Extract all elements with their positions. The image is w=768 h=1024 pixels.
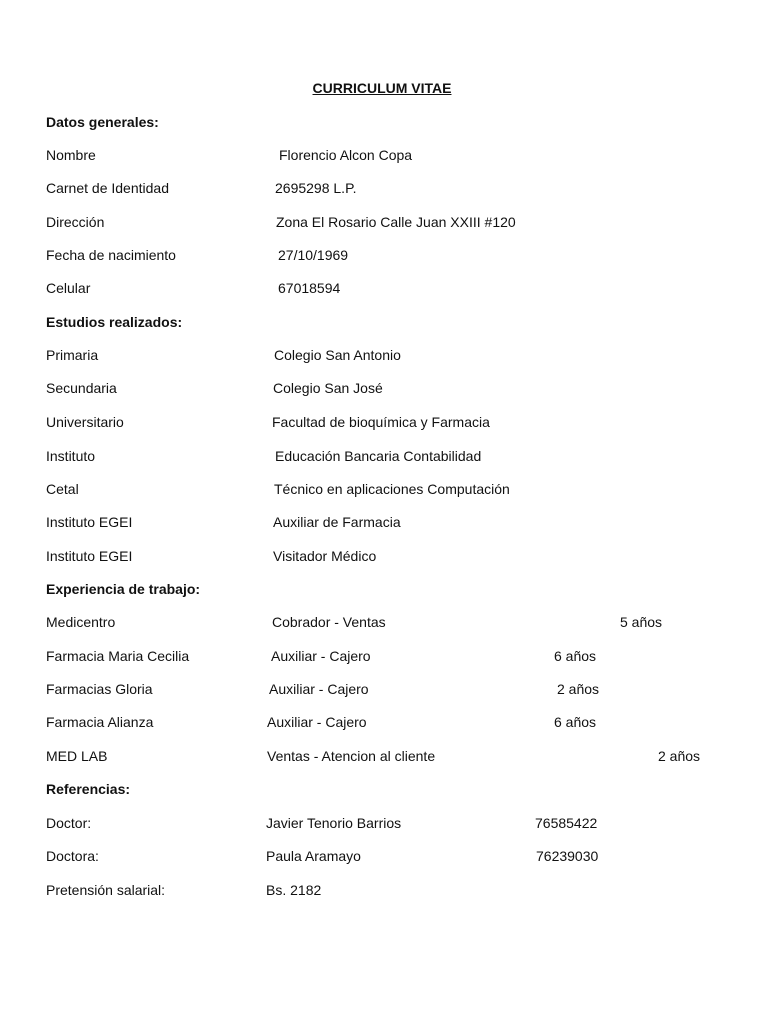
- section-heading-references: Referencias:: [46, 781, 131, 797]
- experience-employer: Farmacia Alianza: [46, 714, 154, 730]
- studies-label: Instituto EGEI: [46, 548, 133, 564]
- reference-label: Doctora:: [46, 848, 99, 864]
- studies-label: Instituto: [46, 448, 96, 464]
- reference-phone: 76585422: [535, 815, 598, 831]
- studies-label: Universitario: [46, 414, 124, 430]
- experience-years: 6 años: [554, 714, 597, 730]
- general-value-id: 2695298 L.P.: [275, 180, 357, 196]
- general-label-name: Nombre: [46, 147, 96, 163]
- reference-name: Javier Tenorio Barrios: [266, 815, 402, 831]
- studies-label: Primaria: [46, 347, 99, 363]
- reference-phone: 76239030: [536, 848, 599, 864]
- studies-value: Colegio San Antonio: [274, 347, 401, 363]
- experience-employer: Farmacia Maria Cecilia: [46, 648, 190, 664]
- experience-employer: Farmacias Gloria: [46, 681, 153, 697]
- reference-label: Doctor:: [46, 815, 92, 831]
- salary-label: Pretensión salarial:: [46, 882, 166, 898]
- general-value-phone: 67018594: [278, 280, 341, 296]
- studies-value: Técnico en aplicaciones Computación: [274, 481, 510, 497]
- experience-years: 2 años: [557, 681, 600, 697]
- salary-value: Bs. 2182: [266, 882, 322, 898]
- general-value-birthdate: 27/10/1969: [278, 247, 349, 263]
- experience-role: Ventas - Atencion al cliente: [267, 748, 436, 764]
- studies-value: Auxiliar de Farmacia: [273, 514, 401, 530]
- studies-value: Facultad de bioquímica y Farmacia: [272, 414, 490, 430]
- studies-label: Cetal: [46, 481, 79, 497]
- experience-role: Cobrador - Ventas: [272, 614, 386, 630]
- experience-employer: Medicentro: [46, 614, 116, 630]
- general-label-birthdate: Fecha de nacimiento: [46, 247, 176, 263]
- studies-value: Educación Bancaria Contabilidad: [275, 448, 482, 464]
- document-title: CURRICULUM VITAE: [312, 80, 452, 96]
- studies-label: Secundaria: [46, 380, 117, 396]
- general-label-phone: Celular: [46, 280, 91, 296]
- experience-role: Auxiliar - Cajero: [267, 714, 367, 730]
- studies-value: Colegio San José: [273, 380, 383, 396]
- reference-name: Paula Aramayo: [266, 848, 361, 864]
- section-heading-studies: Estudios realizados:: [46, 314, 183, 330]
- studies-value: Visitador Médico: [273, 548, 377, 564]
- general-label-id: Carnet de Identidad: [46, 180, 169, 196]
- experience-years: 6 años: [554, 648, 597, 664]
- section-heading-general: Datos generales:: [46, 114, 159, 130]
- section-heading-experience: Experiencia de trabajo:: [46, 581, 201, 597]
- general-label-address: Dirección: [46, 214, 105, 230]
- experience-role: Auxiliar - Cajero: [271, 648, 371, 664]
- experience-years: 5 años: [620, 614, 663, 630]
- general-value-name: Florencio Alcon Copa: [279, 147, 413, 163]
- experience-role: Auxiliar - Cajero: [269, 681, 369, 697]
- experience-employer: MED LAB: [46, 748, 108, 764]
- studies-label: Instituto EGEI: [46, 514, 133, 530]
- general-value-address: Zona El Rosario Calle Juan XXIII #120: [276, 214, 516, 230]
- experience-years: 2 años: [658, 748, 701, 764]
